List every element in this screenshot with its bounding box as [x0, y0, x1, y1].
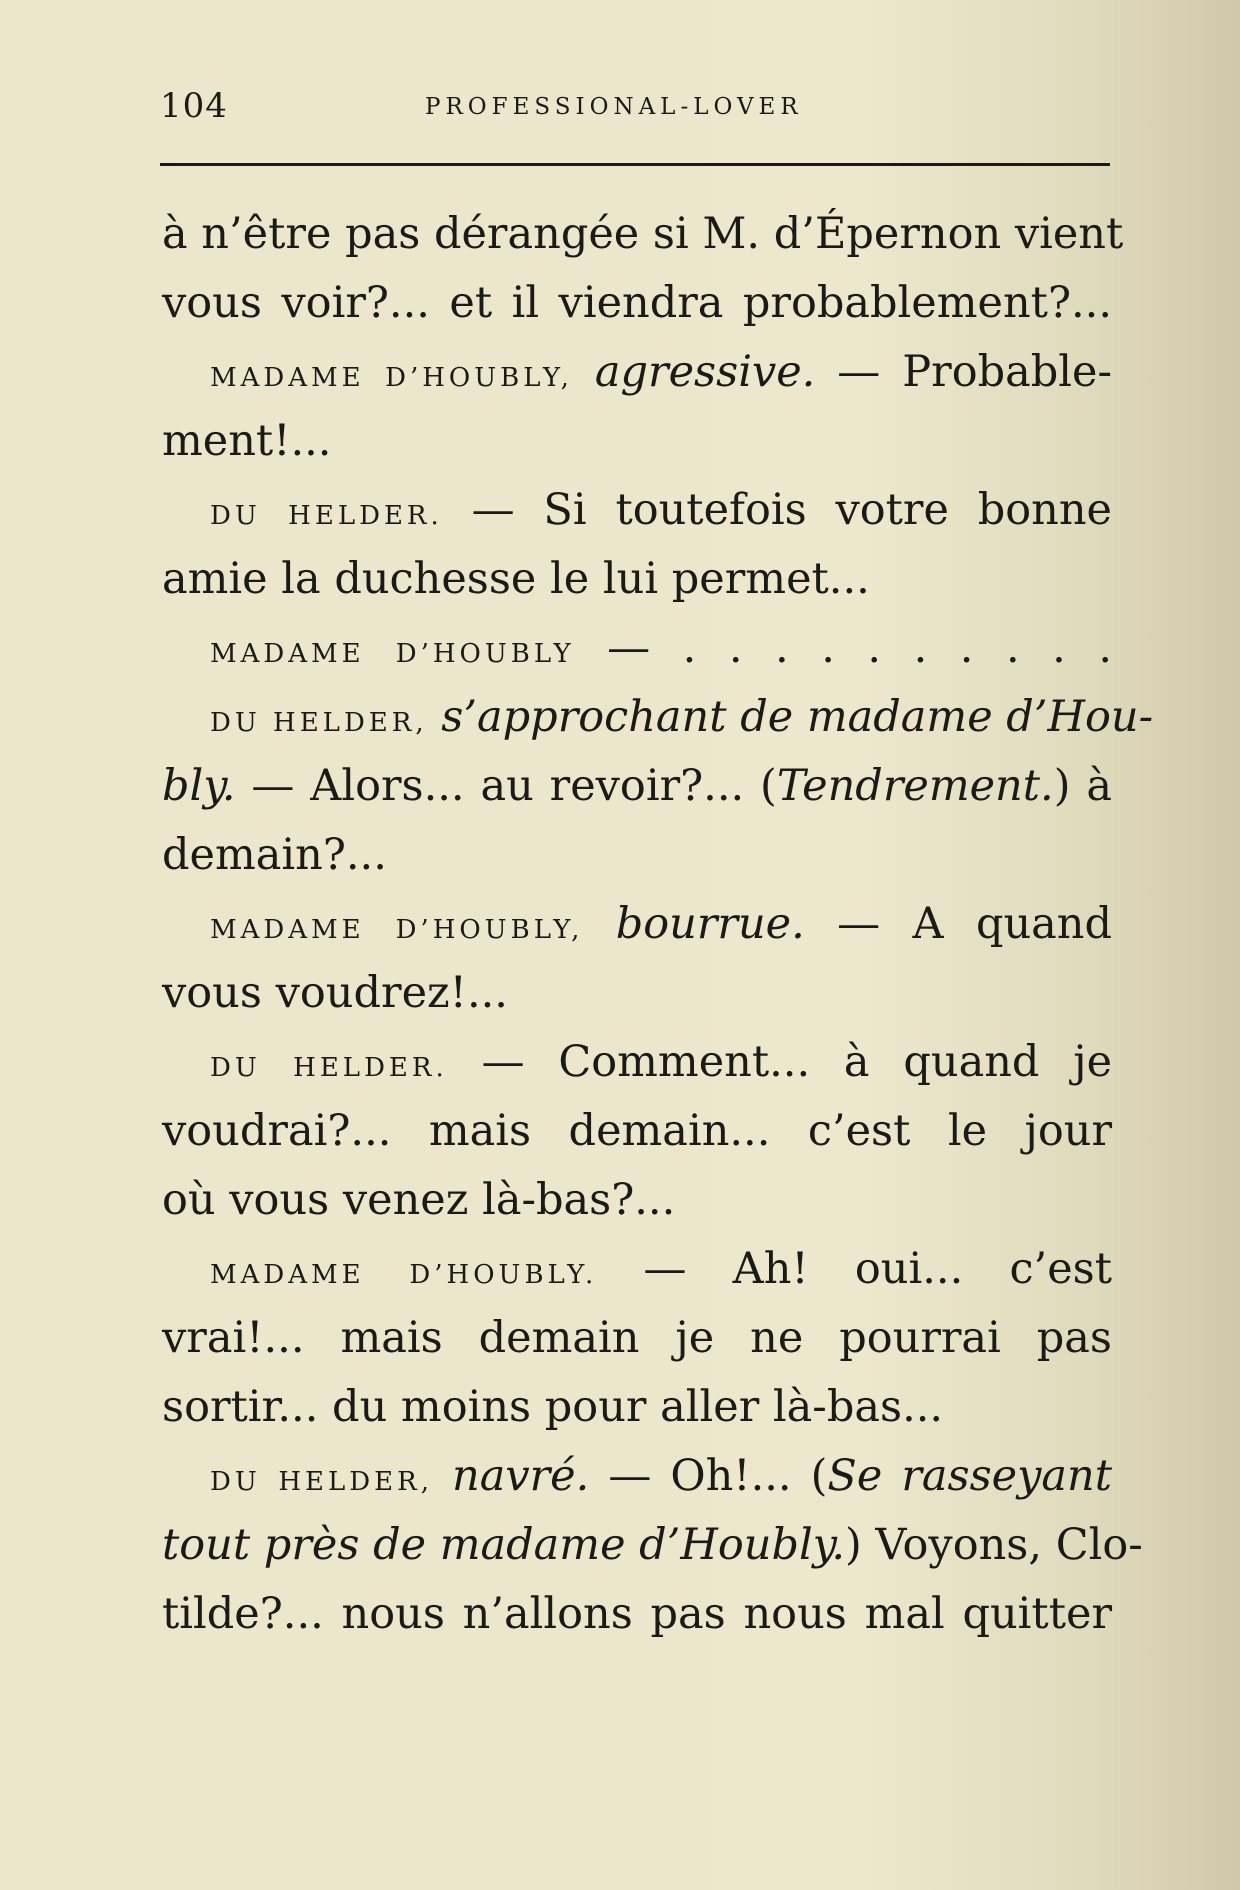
stage-direction: Se rasseyant — [827, 1451, 1112, 1501]
line-text: ment!... — [162, 416, 332, 466]
speaker-name: MADAME D’HOUBLY — [210, 639, 575, 669]
line-text: vrai!... mais demain je ne pourrai pas — [162, 1313, 1112, 1363]
dialogue-line — [162, 338, 1112, 407]
line-text: où vous venez là-bas?... — [162, 1175, 676, 1225]
line-text: amie la duchesse le lui permet... — [162, 554, 870, 604]
dialogue-line — [162, 614, 1112, 683]
text-line — [162, 545, 1112, 614]
dialogue-line — [162, 683, 1154, 752]
dialogue-line — [162, 1028, 1112, 1097]
dialogue-line — [162, 1235, 1112, 1304]
line-text: sortir... du moins pour aller là-bas... — [162, 1382, 944, 1432]
text-line — [162, 1373, 1112, 1442]
line-text: — . . . . . . . . . . — [607, 623, 1113, 673]
line-text: tilde?... nous n’allons pas nous mal quitter — [162, 1589, 1112, 1639]
stage-direction: navré. — [452, 1451, 590, 1501]
text-line — [162, 821, 1112, 890]
text-line — [162, 1580, 1112, 1649]
text-line — [162, 1097, 1112, 1166]
stage-direction: tout près de madame d’Houbly. — [162, 1520, 845, 1570]
line-text: — Probable- — [837, 347, 1113, 397]
dialogue-line — [162, 890, 1112, 959]
text-line — [162, 200, 1124, 269]
speaker-name: DU HELDER, — [210, 1467, 433, 1497]
line-text: — Comment... à quand je — [481, 1037, 1113, 1087]
line-text: ) à — [1053, 761, 1112, 811]
speaker-name: DU HELDER. — [210, 1053, 448, 1083]
text-line — [162, 1304, 1112, 1373]
text-line — [162, 269, 1112, 338]
speaker-name: MADAME D’HOUBLY, — [210, 363, 573, 393]
line-text: — Alors... au revoir?... ( — [251, 761, 777, 811]
line-text: — Si toutefois votre bonne — [471, 485, 1113, 535]
stage-direction: bourrue. — [615, 899, 805, 949]
dialogue-line — [162, 1442, 1112, 1511]
line-text: à n’être pas dérangée si M. d’Épernon vient — [162, 209, 1124, 259]
running-title: PROFESSIONAL-LOVER — [425, 94, 803, 120]
speaker-name: DU HELDER. — [210, 501, 443, 531]
text-line — [162, 752, 1112, 821]
speaker-name: MADAME D’HOUBLY, — [210, 915, 584, 945]
speaker-name: DU HELDER, — [210, 708, 428, 738]
line-text: — Oh!... ( — [608, 1451, 828, 1501]
text-line — [162, 959, 1112, 1028]
dialogue-line — [162, 476, 1112, 545]
text-line — [162, 407, 1112, 476]
body-text — [162, 200, 1154, 1649]
line-text: voudrai?... mais demain... c’est le jour — [162, 1106, 1112, 1156]
line-text: — Ah! oui... c’est — [643, 1244, 1113, 1294]
speaker-name: MADAME D’HOUBLY. — [210, 1260, 598, 1290]
stage-direction: Tendrement. — [776, 761, 1054, 811]
line-text: vous voir?... et il viendra probablement?... — [162, 278, 1112, 328]
stage-direction: bly. — [162, 761, 236, 811]
stage-direction: agressive. — [594, 347, 816, 397]
page-header — [160, 86, 1110, 136]
line-text: — A quand — [837, 899, 1113, 949]
header-rule — [160, 163, 1110, 166]
text-line — [162, 1166, 1112, 1235]
line-text: demain?... — [162, 830, 387, 880]
line-text: ) Voyons, Clo- — [844, 1520, 1143, 1570]
line-text: vous voudrez!... — [162, 968, 508, 1018]
stage-direction: s’approchant de madame d’Hou- — [441, 692, 1154, 742]
page-number: 104 — [160, 86, 228, 126]
text-line — [162, 1511, 1143, 1580]
